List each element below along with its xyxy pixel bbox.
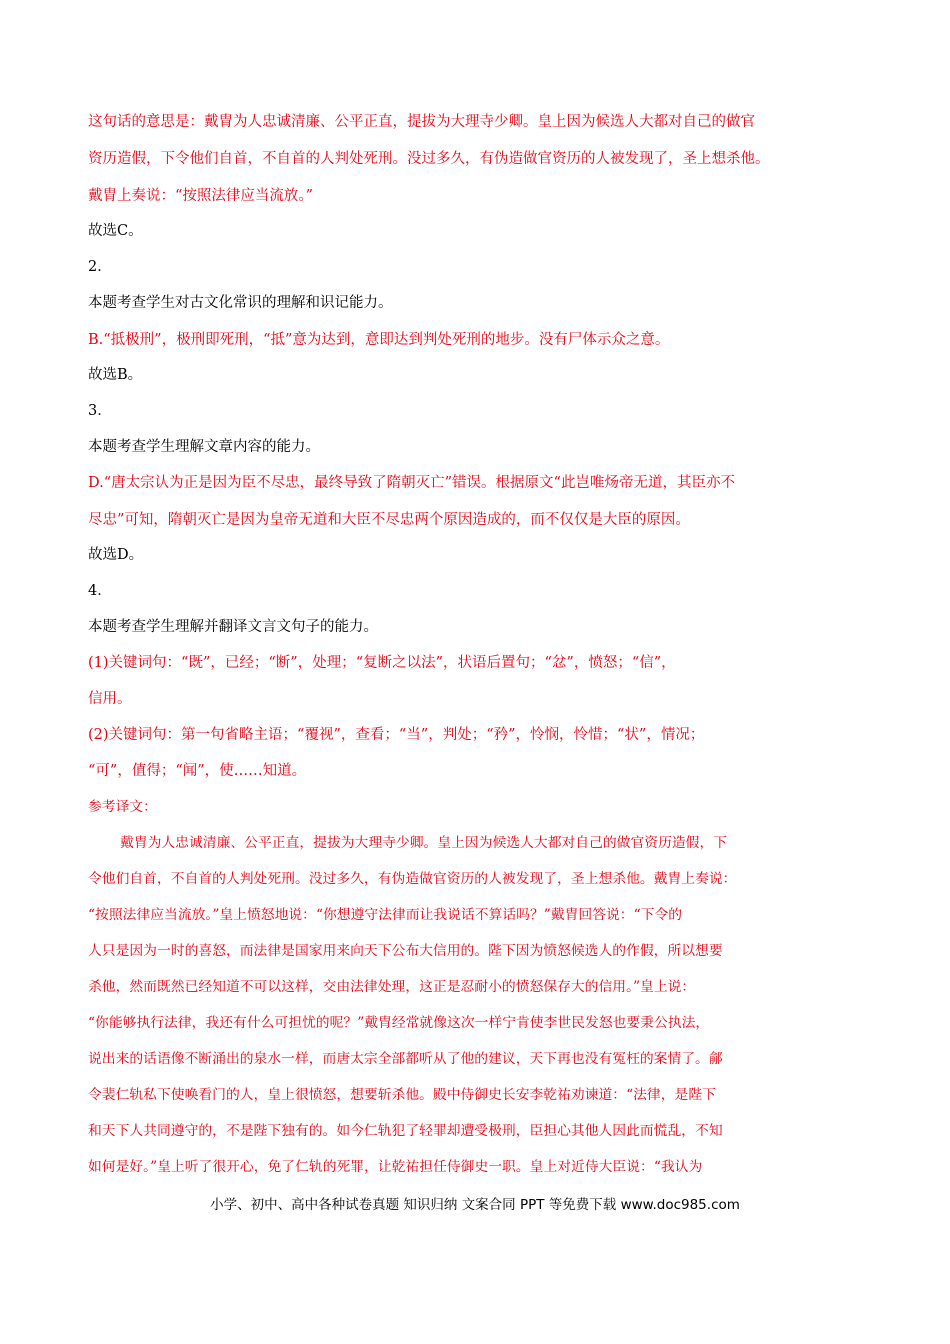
text-line: 3．	[88, 403, 112, 419]
text-line: 令裴仁轨私下使唤看门的人，皇上很愤怒，想要斩杀他。殿中侍御史长安李乾祐劝谏道：“法律，是陛下	[88, 1087, 716, 1103]
text-line: 故选D。	[88, 547, 144, 563]
text-line: 这句话的意思是：戴胄为人忠诚清廉、公平正直，提拔为大理寺少卿。皇上因为候选人大都对自己的做官	[88, 114, 755, 130]
text-line: 杀他，然而既然已经知道不可以这样，交由法律处理，这正是忍耐小的愤怒保存大的信用。”皇上说：	[88, 979, 696, 995]
text-line: 如何是好。”皇上听了很开心，免了仁轨的死罪，让乾祐担任侍御史一职。皇上对近侍大臣说：“我认为	[88, 1159, 703, 1175]
text-line: “按照法律应当流放。”皇上愤怒地说：“你想遵守法律而让我说话不算话吗？”戴胄回答说：“下令的	[88, 907, 683, 923]
text-line: 戴胄为人忠诚清廉、公平正直，提拔为大理寺少卿。皇上因为候选人大都对自己的做官资历造假，下	[120, 835, 728, 851]
text-line: 故选C。	[88, 223, 143, 239]
text-line: “可”，值得；“闻”，使……知道。	[88, 763, 307, 779]
text-line: B.“抵极刑”，极刑即死刑，“抵”意为达到，意即达到判处死刑的地步。没有尸体示众之意。	[88, 332, 670, 348]
page-footer: 小学、初中、高中各种试卷真题 知识归纳 文案合同 PPT 等免费下载 www.doc985.com	[210, 1197, 740, 1213]
text-line: 参考译文：	[88, 799, 157, 815]
text-line: “你能够执行法律，我还有什么可担忧的呢？”戴胄经常就像这次一样宁肯使李世民发怒也要秉公执法，	[88, 1015, 710, 1031]
text-line: 人只是因为一时的喜怒，而法律是国家用来向天下公布大信用的。陛下因为愤怒候选人的作假，所以想要	[88, 943, 723, 959]
text-line: 4．	[88, 583, 112, 599]
text-line: (1)关键词句：“既”，已经；“断”，处理；“复断之以法”，状语后置句；“忿”，愤怒；“信”，	[88, 655, 676, 671]
text-line: 和天下人共同遵守的，不是陛下独有的。如今仁轨犯了轻罪却遭受极刑，臣担心其他人因此而慌乱，不知	[88, 1123, 723, 1139]
text-line: 本题考查学生理解文章内容的能力。	[88, 439, 320, 455]
text-line: 故选B。	[88, 367, 143, 383]
text-line: (2)关键词句：第一句省略主语；“覆视”，查看；“当”，判处；“矜”，怜悯，怜惜；“状”，情况；	[88, 727, 705, 743]
text-line: 说出来的话语像不断涌出的泉水一样，而唐太宗全部都听从了他的建议，天下再也没有冤枉的案情了。鄃	[88, 1051, 723, 1067]
text-line: 2．	[88, 259, 112, 275]
text-line: 资历造假，下令他们自首，不自首的人判处死刑。没过多久，有伪造做官资历的人被发现了，圣上想杀他。	[88, 151, 770, 167]
text-line: 戴胄上奏说：“按照法律应当流放。”	[88, 188, 314, 204]
text-line: 令他们自首，不自首的人判处死刑。没过多久，有伪造做官资历的人被发现了，圣上想杀他。戴胄上奏说：	[88, 871, 737, 887]
text-line: D.“唐太宗认为正是因为臣不尽忠，最终导致了隋朝灭亡”错误。根据原文“此岂唯炀帝无道，其臣亦不	[88, 475, 735, 491]
text-line: 尽忠”可知，隋朝灭亡是因为皇帝无道和大臣不尽忠两个原因造成的，而不仅仅是大臣的原因。	[88, 512, 690, 528]
text-line: 信用。	[88, 691, 132, 707]
text-line: 本题考查学生对古文化常识的理解和识记能力。	[88, 295, 393, 311]
text-line: 本题考查学生理解并翻译文言文句子的能力。	[88, 619, 378, 635]
